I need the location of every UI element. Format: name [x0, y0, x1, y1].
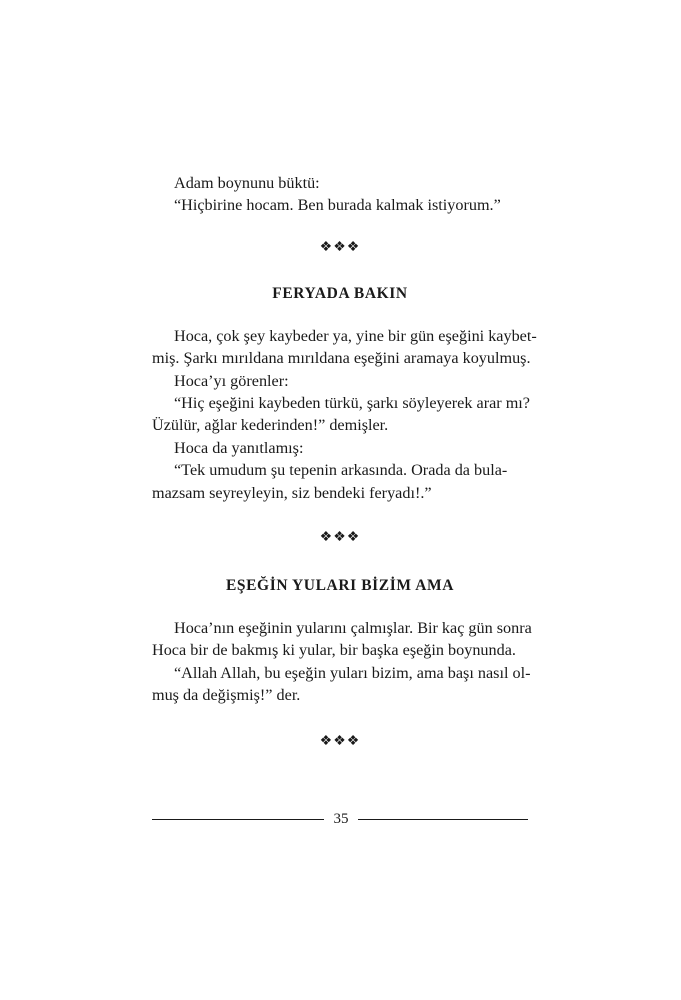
page-number: 35: [333, 811, 349, 827]
page-body: [152, 172, 537, 753]
section-divider-ornament: ❖❖❖: [319, 733, 361, 749]
paragraph-line: “Allah Allah, bu eşeğin yuları bizim, ama başı nasıl ol-: [174, 663, 531, 682]
paragraph-line: Hoca da yanıtlamış:: [174, 438, 304, 457]
paragraph-line: Hoca’nın eşeğinin yularını çalmışlar. Bir kaç gün sonra: [174, 619, 532, 638]
footer-rule-right: [358, 819, 528, 820]
paragraph-line: Hoca’yı görenler:: [174, 371, 289, 390]
paragraph-line: miş. Şarkı mırıldana mırıldana eşeğini aramaya koyulmuş.: [152, 349, 531, 368]
paragraph-line: Üzülür, ağlar kederinden!” demişler.: [152, 416, 389, 435]
paragraph-line: Hoca, çok şey kaybeder ya, yine bir gün eşeğini kaybet-: [174, 326, 537, 345]
section-divider-ornament: ❖❖❖: [319, 530, 361, 546]
page-footer: [152, 808, 528, 832]
section-heading: FERYADA BAKIN: [272, 284, 408, 302]
paragraph-line: “Tek umudum şu tepenin arkasında. Orada da bula-: [174, 461, 508, 480]
footer-rule-left: [152, 819, 324, 820]
paragraph-line: Adam boynunu büktü:: [174, 174, 320, 192]
section-heading: EŞEĞİN YULARI BİZİM AMA: [225, 577, 455, 595]
section-divider-ornament: ❖❖❖: [319, 239, 361, 255]
paragraph-line: muş da değişmiş!” der.: [152, 686, 301, 705]
paragraph-line: “Hiç eşeğini kaybeden türkü, şarkı söyleyerek arar mı?: [174, 394, 530, 413]
paragraph-line: mazsam seyreyleyin, siz bendeki feryadı!.”: [152, 483, 432, 502]
paragraph-line: “Hiçbirine hocam. Ben burada kalmak istiyorum.”: [174, 196, 501, 215]
paragraph-line: Hoca bir de bakmış ki yular, bir başka eşeğin boynunda.: [152, 641, 516, 660]
